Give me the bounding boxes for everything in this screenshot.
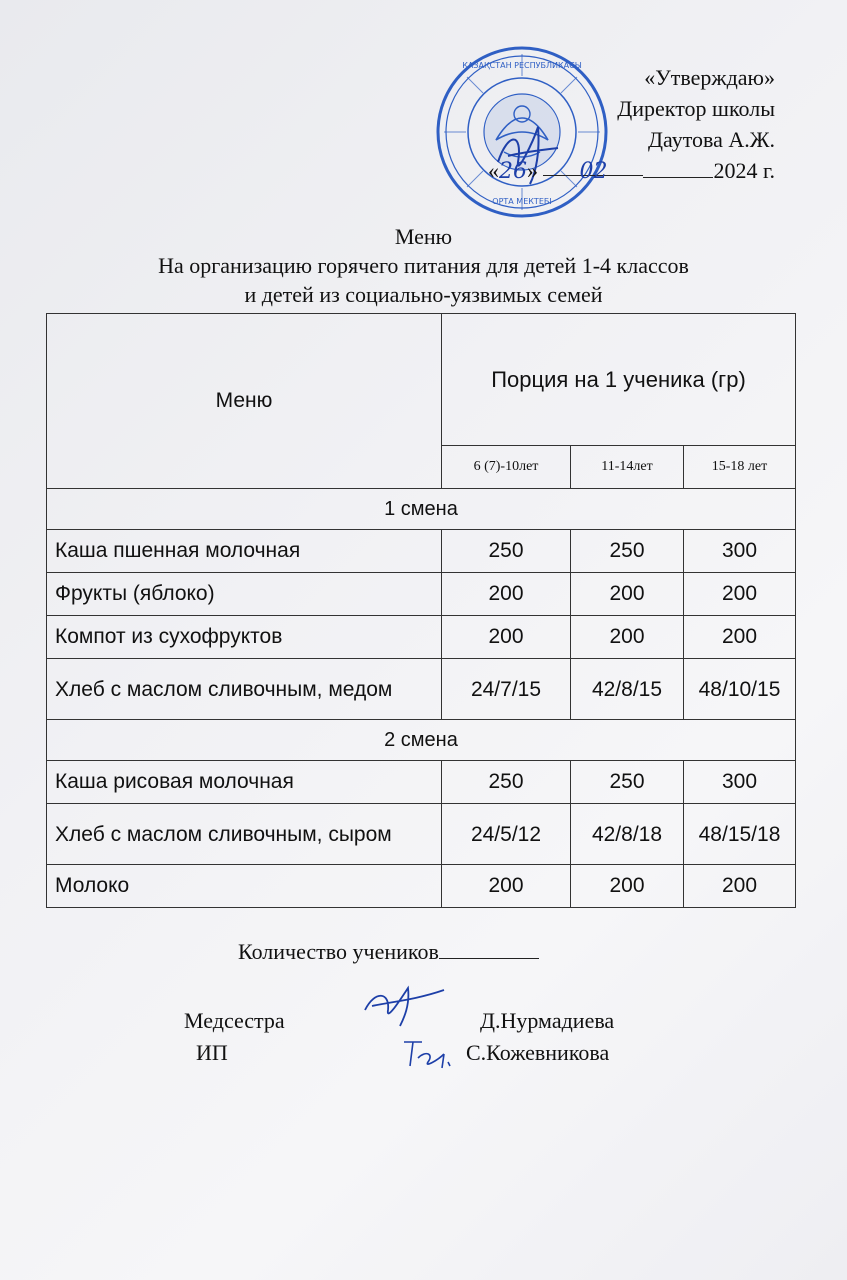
approval-date-blank: [643, 157, 713, 178]
table-row: [47, 804, 796, 865]
portion-value: 24/5/12: [442, 804, 571, 865]
header-portion: Порция на 1 ученика (гр): [442, 314, 796, 446]
table-row: [47, 530, 796, 573]
dish-name: Хлеб с маслом сливочным, сыром: [47, 804, 442, 865]
dish-name: Компот из сухофруктов: [47, 616, 442, 659]
approval-block: [488, 62, 775, 187]
portion-value: 200: [684, 573, 796, 616]
header-menu: Меню: [47, 314, 442, 489]
portion-value: 250: [571, 761, 684, 804]
dish-name: Молоко: [47, 865, 442, 908]
shift-2-label: 2 смена: [47, 720, 796, 761]
dish-name: Каша рисовая молочная: [47, 761, 442, 804]
table-row: [47, 659, 796, 720]
portion-value: 200: [571, 616, 684, 659]
shift-1-label: 1 смена: [47, 489, 796, 530]
nurse-role: Медсестра: [184, 1008, 285, 1033]
portion-value: 200: [442, 573, 571, 616]
portion-value: 42/8/15: [571, 659, 684, 720]
approval-date: «26» 02 2024 г.: [488, 155, 775, 187]
title-line-3: и детей из социально-уязвимых семей: [244, 282, 603, 307]
table-row: [47, 865, 796, 908]
portion-value: 200: [684, 865, 796, 908]
portion-value: 250: [571, 530, 684, 573]
students-count-label: Количество учеников: [238, 939, 439, 964]
table-row: [47, 573, 796, 616]
title-line-2: На организацию горячего питания для детей 1-4 классов: [158, 253, 689, 278]
header-age-1: 6 (7)-10лет: [442, 446, 571, 489]
nurse-name: Д.Нурмадиева: [480, 1008, 615, 1033]
portion-value: 250: [442, 530, 571, 573]
header-age-2: 11-14лет: [571, 446, 684, 489]
title-line-1: Меню: [394, 224, 453, 249]
nurse-signature: [360, 980, 450, 1030]
header-age-3: 15-18 лет: [684, 446, 796, 489]
ip-role: ИП: [196, 1040, 228, 1065]
portion-value: 300: [684, 530, 796, 573]
portion-value: 42/8/18: [571, 804, 684, 865]
ip-signature: [398, 1032, 458, 1072]
approval-position: Директор школы: [617, 96, 775, 121]
portion-value: 200: [442, 616, 571, 659]
portion-value: 250: [442, 761, 571, 804]
students-count-blank: [439, 940, 539, 959]
approval-date-month-blank: [543, 155, 643, 184]
portion-value: 48/10/15: [684, 659, 796, 720]
portion-value: 200: [684, 616, 796, 659]
portion-value: 200: [442, 865, 571, 908]
dish-name: Фрукты (яблоко): [47, 573, 442, 616]
approval-date-year: 2024 г.: [713, 158, 775, 183]
table-row: [47, 761, 796, 804]
approval-date-day: 26: [498, 159, 527, 184]
table-row: [47, 616, 796, 659]
ip-name: С.Кожевникова: [466, 1040, 610, 1065]
portion-value: 200: [571, 865, 684, 908]
dish-name: Каша пшенная молочная: [47, 530, 442, 573]
menu-table: [46, 313, 796, 908]
portion-value: 200: [571, 573, 684, 616]
approval-date-month: 02: [579, 159, 608, 184]
svg-text:ОРТА МЕКТЕБІ: ОРТА МЕКТЕБІ: [492, 197, 552, 206]
portion-value: 48/15/18: [684, 804, 796, 865]
approval-heading: «Утверждаю»: [644, 65, 775, 90]
portion-value: 24/7/15: [442, 659, 571, 720]
document-title: [0, 222, 847, 309]
portion-value: 300: [684, 761, 796, 804]
svg-text:ҚАЗАҚСТАН РЕСПУБЛИКАСЫ: ҚАЗАҚСТАН РЕСПУБЛИКАСЫ: [462, 61, 582, 70]
dish-name: Хлеб с маслом сливочным, медом: [47, 659, 442, 720]
approval-director-name: Даутова А.Ж.: [648, 127, 775, 152]
students-count: [238, 939, 539, 965]
